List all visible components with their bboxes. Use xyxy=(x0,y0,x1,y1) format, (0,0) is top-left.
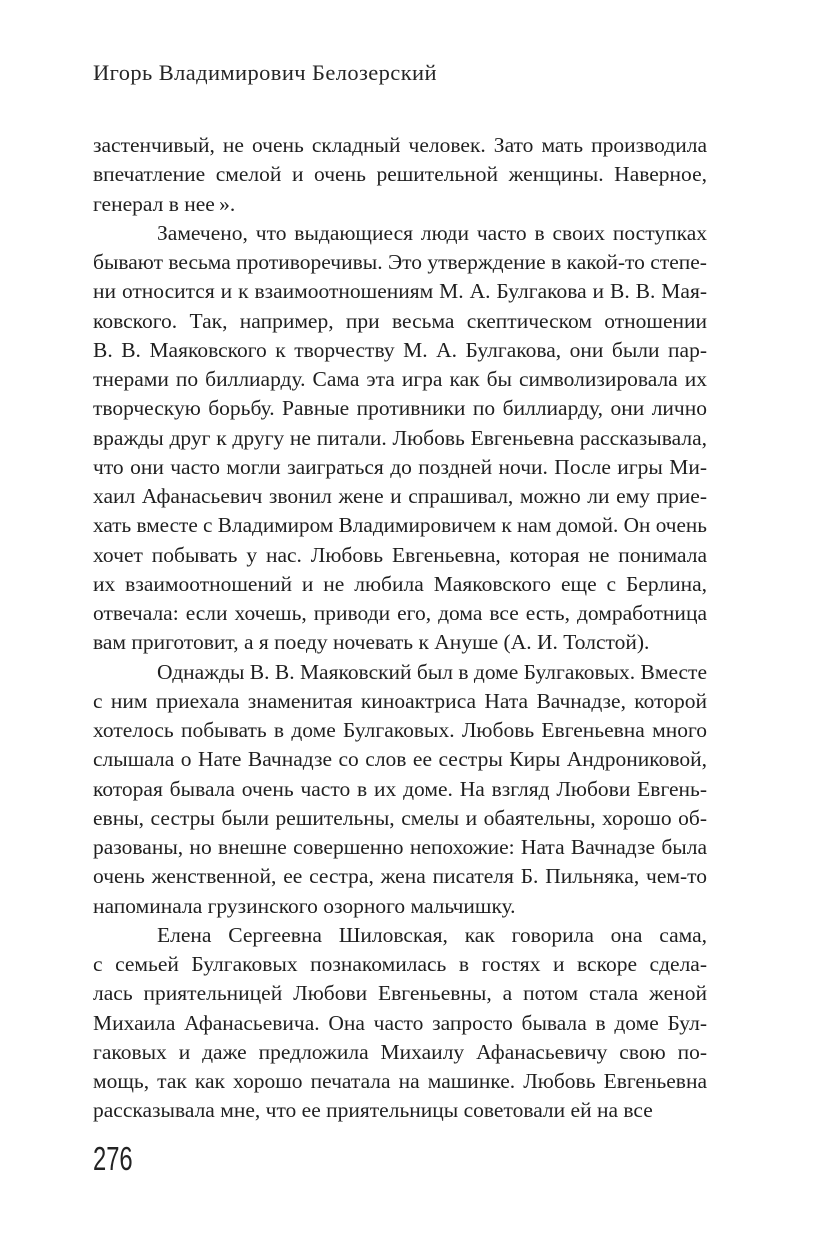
text-line: бывают весьма противоречивы. Это утверждение в какой-то степе- xyxy=(93,250,707,274)
text-line: творческую борьбу. Равные противники по биллиарду, они лично xyxy=(93,396,707,421)
text-line: Замечено, что выдающиеся люди часто в своих поступках xyxy=(157,220,707,245)
text-block xyxy=(93,131,707,1126)
text-line: Елена Сергеевна Шиловская, как говорила она сама, xyxy=(157,922,707,947)
text-line: что они часто могли заиграться до поздней ночи. После игры Ми- xyxy=(93,454,707,479)
text-line: застенчивый, не очень складный человек. Зато мать производила xyxy=(93,133,707,157)
paragraph xyxy=(93,921,707,1126)
text-line: впечатление смелой и очень решительной женщины. Наверное, xyxy=(93,162,707,187)
paragraph xyxy=(93,131,707,219)
text-line: рассказывала мне, что ее приятельницы советовали ей на все xyxy=(93,1098,653,1123)
paragraph xyxy=(93,658,707,921)
text-line: вражды друг к другу не питали. Любовь Евгеньевна рассказывала, xyxy=(93,425,707,450)
text-line: В. В. Маяковского к творчеству М. А. Булгакова, они были пар- xyxy=(93,337,707,362)
text-line: гаковых и даже предложила Михаилу Афанасьевичу свою по- xyxy=(93,1039,707,1064)
text-line: Однажды В. В. Маяковский был в доме Булгаковых. Вместе xyxy=(157,659,707,684)
text-line: напоминала грузинского озорного мальчишку. xyxy=(93,893,516,918)
paragraph xyxy=(93,219,707,658)
text-line: разованы, но внешне совершенно непохожие: Ната Вачнадзе была xyxy=(93,835,707,859)
text-line: которая бывала очень часто в их доме. На взгляд Любови Евгень- xyxy=(93,776,707,801)
text-line: хаил Афанасьевич звонил жене и спрашивал, можно ли ему прие- xyxy=(93,484,707,508)
text-line: генерал в нее ». xyxy=(93,191,236,216)
text-line: очень женственной, ее сестра, жена писателя Б. Пильняка, чем-то xyxy=(93,864,707,889)
text-line: Михаила Афанасьевича. Она часто запросто бывала в доме Бул- xyxy=(93,1010,707,1035)
text-line: слышала о Нате Вачнадзе со слов ее сестры Киры Андрониковой, xyxy=(93,747,707,772)
text-line: ни относится и к взаимоотношениям М. А. Булгакова и В. В. Мая- xyxy=(93,279,707,304)
text-line: ковского. Так, например, при весьма скептическом отношении xyxy=(93,308,707,333)
text-line: евны, сестры были решительны, смелы и обаятельны, хорошо об- xyxy=(93,805,707,830)
text-line: хать вместе с Владимиром Владимировичем к нам домой. Он очень xyxy=(93,513,707,538)
text-line: лась приятельницей Любови Евгеньевны, а потом стала женой xyxy=(93,981,707,1006)
page-number: 276 xyxy=(93,1140,133,1177)
text-line: хочет побывать у нас. Любовь Евгеньевна, которая не понимала xyxy=(93,542,707,567)
text-line: хотелось побывать в доме Булгаковых. Любовь Евгеньевна много xyxy=(93,718,707,742)
text-line: вам приготовит, а я поеду ночевать к Ануше (А. И. Толстой). xyxy=(93,630,650,655)
text-line: тнерами по биллиарду. Сама эта игра как бы символизировала их xyxy=(93,367,707,391)
text-line: отвечала: если хочешь, приводи его, дома все есть, домработница xyxy=(93,601,707,625)
text-line: их взаимоотношений и не любила Маяковского еще с Берлина, xyxy=(93,571,707,596)
text-line: мощь, так как хорошо печатала на машинке. Любовь Евгеньевна xyxy=(93,1069,707,1093)
text-line: с семьей Булгаковых познакомилась в гостях и вскоре сдела- xyxy=(93,952,707,976)
text-line: с ним приехала знаменитая киноактриса Ната Вачнадзе, которой xyxy=(93,688,707,713)
running-header-author: Игорь Владимирович Белозерский xyxy=(93,60,437,85)
